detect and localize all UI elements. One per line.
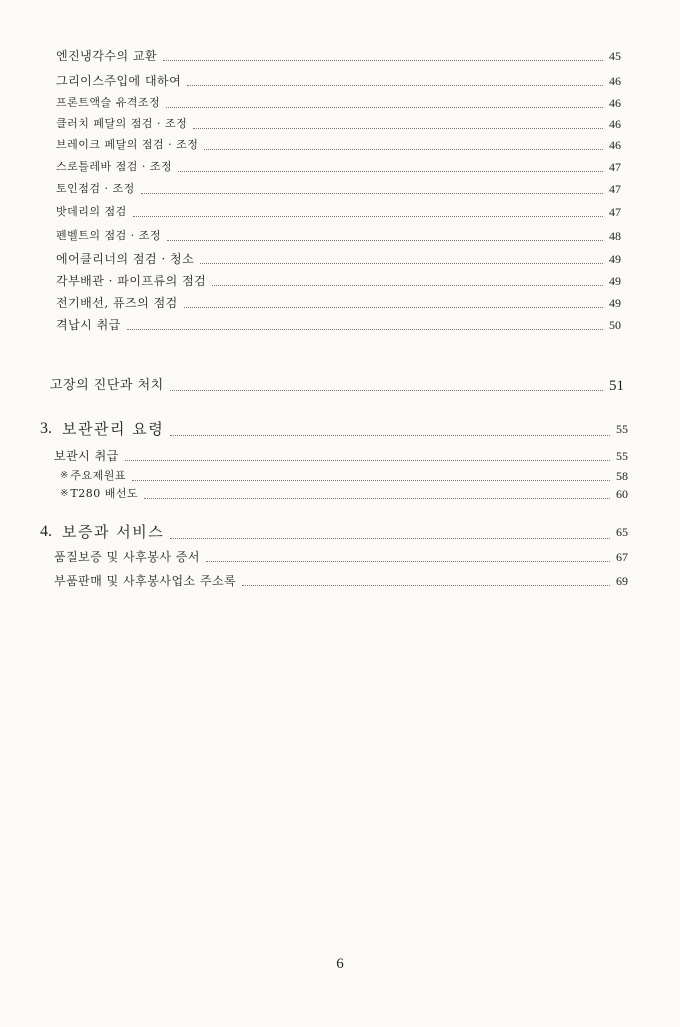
- dot-leader: [170, 389, 603, 391]
- toc-entry[interactable]: [56, 48, 621, 64]
- section-title: 보증과 서비스: [62, 523, 165, 541]
- dot-leader: [132, 479, 610, 481]
- toc-entry-page: 51: [609, 378, 624, 394]
- page-number: 6: [336, 956, 344, 972]
- toc-entry-label: 밧데리의 점검: [56, 205, 127, 218]
- toc-entry-label: 에어클리너의 점검 · 청소: [56, 252, 195, 266]
- toc-entry[interactable]: [56, 95, 621, 111]
- toc-entry[interactable]: [56, 251, 621, 267]
- toc-entry-label: 전기배선, 퓨즈의 점검: [56, 296, 178, 310]
- toc-entry-label: 펜벨트의 점검 · 조정: [56, 229, 161, 242]
- dot-leader: [212, 284, 603, 286]
- toc-entry-page: 69: [616, 574, 628, 588]
- dot-leader: [167, 239, 603, 241]
- toc-entry[interactable]: [56, 73, 621, 89]
- toc-entry[interactable]: [56, 181, 621, 197]
- toc-entry-page: 60: [616, 487, 628, 501]
- dot-leader: [193, 127, 603, 129]
- section-heading-4[interactable]: [40, 522, 628, 542]
- toc-entry-page: 46: [609, 117, 621, 131]
- toc-entry[interactable]: [56, 116, 621, 132]
- toc-entry-label: 그리이스주입에 대하여: [56, 74, 182, 88]
- toc-entry[interactable]: [56, 273, 621, 289]
- reference-mark: ※: [60, 488, 69, 499]
- toc-entry-page: 65: [616, 525, 628, 539]
- toc-entry-page: 49: [609, 252, 621, 266]
- toc-entry-label: 엔진냉각수의 교환: [56, 49, 158, 63]
- toc-entry-label: 주요제원표: [70, 469, 127, 482]
- toc-entry-page: 47: [609, 182, 621, 196]
- toc-entry-label: T280 배선도: [70, 487, 139, 500]
- dot-leader: [170, 537, 610, 539]
- toc-entry[interactable]: [56, 228, 621, 244]
- reference-mark: ※: [60, 470, 69, 481]
- toc-entry-label: 부품판매 및 사후봉사업소 주소록: [54, 574, 237, 588]
- dot-leader: [133, 215, 603, 217]
- toc-entry[interactable]: [54, 573, 628, 589]
- toc-entry-label: 고장의 진단과 처치: [50, 378, 164, 393]
- dot-leader: [163, 59, 603, 61]
- toc-entry-page: 55: [616, 449, 628, 463]
- toc-entry-page: 47: [609, 160, 621, 174]
- toc-entry-page: 67: [616, 550, 628, 564]
- dot-leader: [204, 148, 603, 150]
- section-title: 보관관리 요령: [62, 420, 165, 438]
- toc-entry-label: 브레이크 페달의 점검 · 조정: [56, 138, 199, 151]
- toc-subentry[interactable]: [60, 468, 628, 484]
- toc-entry-page: 55: [616, 422, 628, 436]
- toc-entry-page: 47: [609, 205, 621, 219]
- dot-leader: [187, 84, 603, 86]
- toc-subentry[interactable]: [60, 486, 628, 502]
- toc-entry[interactable]: [56, 159, 621, 175]
- toc-entry-page: 49: [609, 274, 621, 288]
- dot-leader: [170, 434, 610, 436]
- section-number: 3.: [40, 420, 52, 437]
- dot-leader: [206, 560, 610, 562]
- toc-entry-page: 45: [609, 49, 621, 63]
- toc-entry-label: 스로틀레바 점검 · 조정: [56, 160, 173, 173]
- dot-leader: [242, 584, 610, 586]
- dot-leader: [144, 497, 610, 499]
- toc-entry[interactable]: [54, 448, 628, 464]
- toc-entry[interactable]: [56, 204, 621, 220]
- dot-leader: [178, 170, 603, 172]
- toc-entry-page: 49: [609, 296, 621, 310]
- dot-leader: [200, 262, 603, 264]
- toc-entry-diagnosis[interactable]: [50, 378, 624, 394]
- section-number: 4.: [40, 523, 52, 540]
- dot-leader: [166, 106, 603, 108]
- toc-entry-page: 50: [609, 318, 621, 332]
- toc-entry[interactable]: [56, 295, 621, 311]
- toc-entry-label: 프론트액슬 유격조정: [56, 96, 161, 109]
- toc-entry-label: 보관시 취급: [54, 449, 119, 463]
- toc-entry[interactable]: [56, 317, 621, 333]
- toc-entry-label: 클러치 페달의 점검 · 조정: [56, 117, 188, 130]
- toc-entry-page: 46: [609, 96, 621, 110]
- dot-leader: [184, 306, 603, 308]
- toc-entry-label: 각부배관 · 파이프류의 점검: [56, 274, 207, 288]
- dot-leader: [127, 328, 603, 330]
- dot-leader: [141, 192, 603, 194]
- toc-entry-label: 격납시 취급: [56, 318, 121, 332]
- dot-leader: [125, 459, 610, 461]
- toc-entry-page: 46: [609, 138, 621, 152]
- toc-entry-page: 46: [609, 74, 621, 88]
- toc-entry-label: 토인점검 · 조정: [56, 182, 135, 195]
- section-heading-3[interactable]: [40, 419, 628, 439]
- toc-entry[interactable]: [56, 137, 621, 153]
- toc-entry-page: 58: [616, 469, 628, 483]
- toc-entry[interactable]: [54, 549, 628, 565]
- toc-entry-label: 품질보증 및 사후봉사 증서: [54, 550, 200, 564]
- toc-entry-page: 48: [609, 229, 621, 243]
